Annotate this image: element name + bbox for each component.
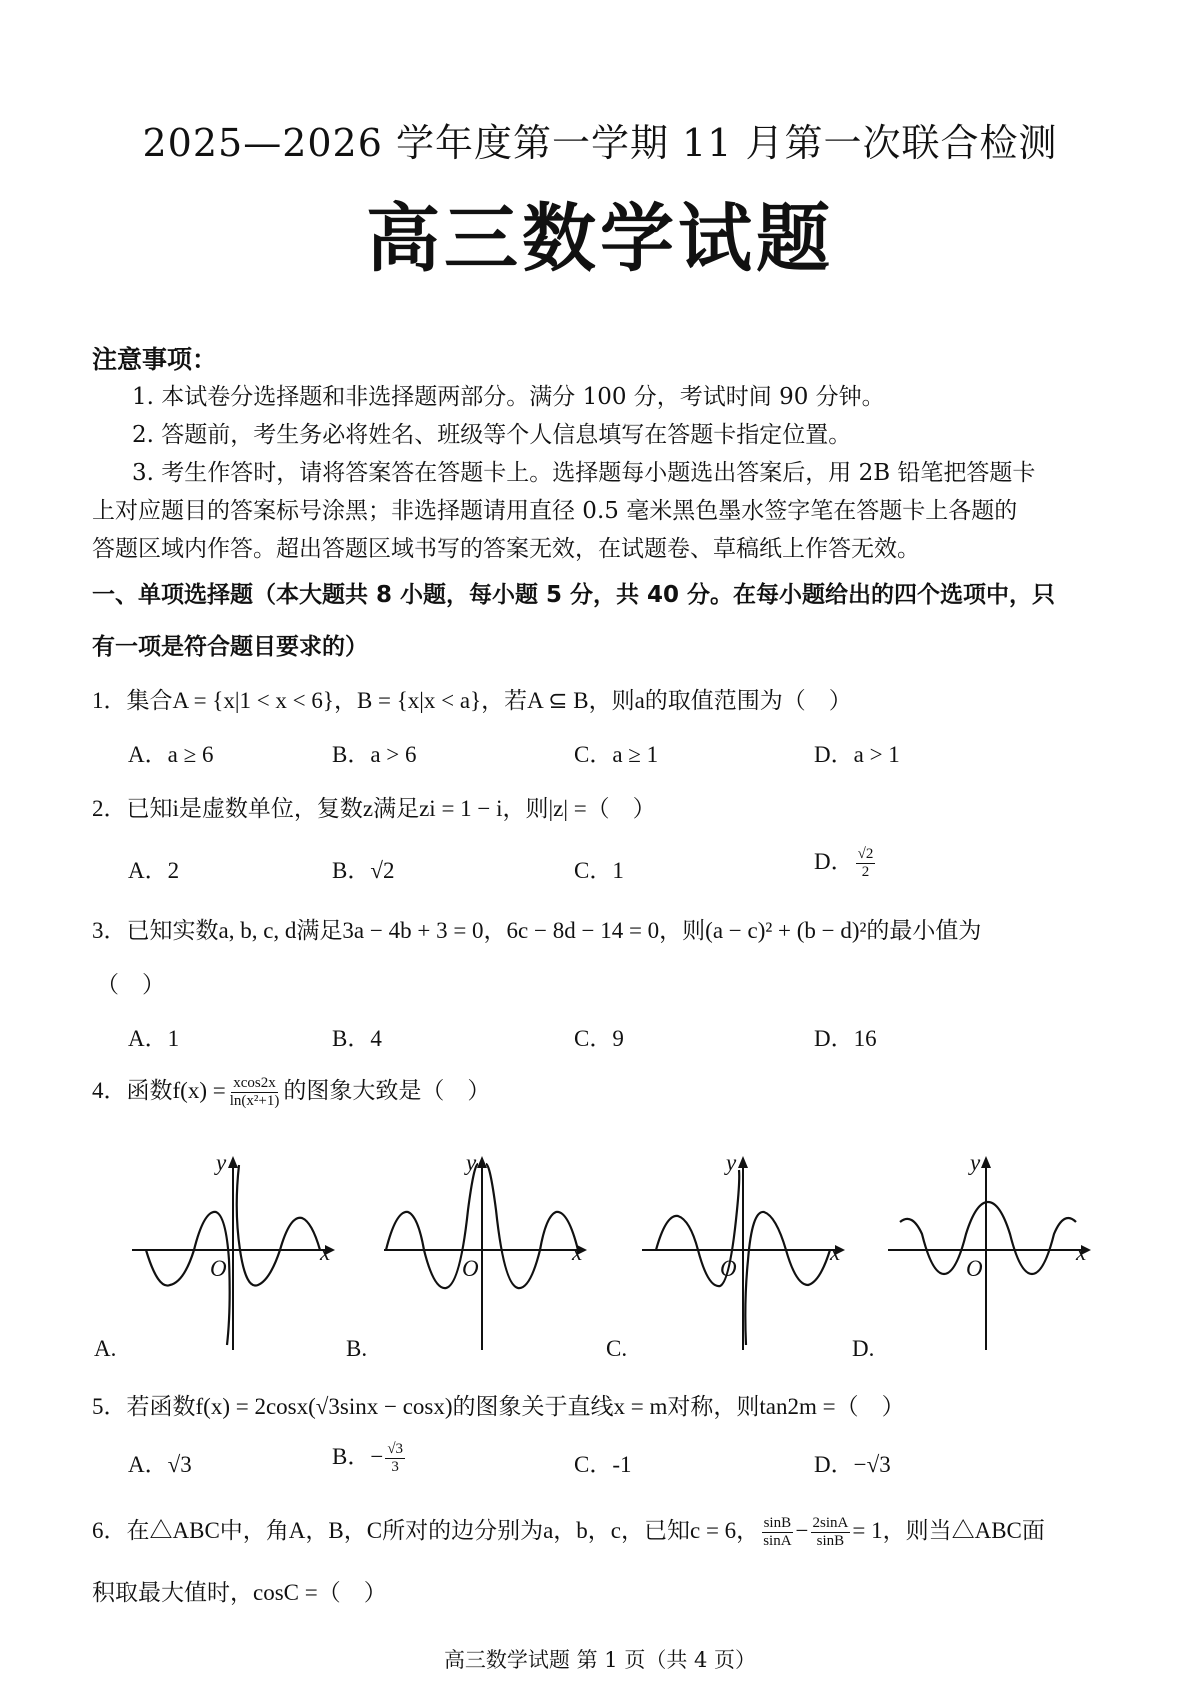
page-footer: 高三数学试题 第 1 页（共 4 页） — [443, 1648, 757, 1672]
question-1-option-c: C．a ≥ 1 — [574, 742, 659, 767]
question-1-option-a: A．a ≥ 6 — [128, 742, 214, 767]
question-2-stem: 2．已知i是虚数单位，复数z满足zi = 1 − i，则|z| =（ ） — [92, 796, 656, 821]
graph-b-x-label: x — [572, 1240, 583, 1265]
notice-item-3-cont-2: 答题区域内作答。超出答题区域书写的答案无效，在试题卷、草稿纸上作答无效。 — [92, 536, 920, 562]
notice-title: 注意事项： — [92, 345, 218, 374]
question-5-option-d: D．−√3 — [814, 1452, 891, 1477]
fraction-denominator: 3 — [391, 1459, 399, 1476]
graph-c-origin-label: O — [720, 1256, 737, 1281]
fraction-denominator: sinB — [816, 1533, 845, 1550]
section-heading-line-1: 一、单项选择题（本大题共 8 小题，每小题 5 分，共 40 分。在每小题给出的四个选项中，只 — [92, 582, 1056, 608]
question-3-stem-cont: （ ） — [96, 972, 165, 997]
graph-c — [640, 1150, 850, 1360]
fraction-numerator: 2sinA — [812, 1515, 849, 1532]
graph-c-y-label: y — [726, 1150, 737, 1175]
graph-b-y-label: y — [466, 1150, 477, 1175]
question-4-stem-pre: 4．函数f(x) = — [92, 1078, 226, 1103]
graph-c-x-label: x — [830, 1240, 841, 1265]
question-2-option-d-label: D． — [814, 849, 854, 874]
question-2-option-b: B．√2 — [332, 858, 395, 883]
question-6-stem — [92, 1512, 1045, 1550]
graph-d-origin-label: O — [966, 1256, 983, 1281]
question-5-option-b — [332, 1438, 407, 1476]
fraction-numerator: √3 — [387, 1441, 404, 1458]
question-6-stem-pre: 6．在△ABC中，角A，B，C所对的边分别为a，b，c，已知c = 6， — [92, 1518, 760, 1543]
question-5-option-a: A．√3 — [128, 1452, 192, 1477]
fraction-denominator: sinA — [763, 1533, 792, 1550]
graph-d-label: D. — [852, 1336, 875, 1361]
fraction — [811, 1515, 851, 1550]
graph-b-origin-label: O — [462, 1256, 479, 1281]
graph-a-label: A. — [94, 1336, 117, 1361]
fraction — [761, 1515, 793, 1550]
question-5-option-c: C．-1 — [574, 1452, 632, 1477]
graph-d-y-label: y — [970, 1150, 981, 1175]
fraction-denominator: ln(x²+1) — [229, 1093, 280, 1110]
question-3-option-a: A．1 — [128, 1026, 180, 1051]
question-4-stem — [92, 1072, 490, 1110]
question-2-option-a: A．2 — [128, 858, 180, 883]
question-2-option-c: C．1 — [574, 858, 624, 883]
notice-item-3-cont-1: 上对应题目的答案标号涂黑；非选择题请用直径 0.5 毫米黑色墨水签字笔在答题卡上各题的 — [92, 498, 1018, 524]
question-6-stem-post: = 1，则当△ABC面 — [852, 1518, 1045, 1543]
graph-a-x-label: x — [320, 1240, 331, 1265]
notice-item-2: 2. 答题前，考生务必将姓名、班级等个人信息填写在答题卡指定位置。 — [132, 422, 852, 448]
question-5-stem: 5．若函数f(x) = 2cosx(√3sinx − cosx)的图象关于直线x = m对称，则tan2m =（ ） — [92, 1394, 905, 1419]
exam-title: 高三数学试题 — [366, 196, 834, 282]
question-3-option-c: C．9 — [574, 1026, 624, 1051]
question-5-option-b-label: B．− — [332, 1444, 384, 1469]
fraction — [385, 1441, 405, 1476]
fraction-numerator: √2 — [857, 846, 874, 863]
fraction-numerator: xcos2x — [233, 1075, 276, 1092]
question-3-option-b: B．4 — [332, 1026, 382, 1051]
graph-d-x-label: x — [1076, 1240, 1087, 1265]
fraction — [856, 846, 876, 881]
notice-item-3: 3. 考生作答时，请将答案答在答题卡上。选择题每小题选出答案后，用 2B 铅笔把答题卡 — [132, 460, 1036, 486]
minus-sign: − — [795, 1518, 809, 1543]
question-3-option-d: D．16 — [814, 1026, 877, 1051]
graph-c-label: C. — [606, 1336, 628, 1361]
question-3-stem: 3．已知实数a, b, c, d满足3a − 4b + 3 = 0，6c − 8d − 14 = 0，则(a − c)² + (b − d)²的最小值为 — [92, 918, 982, 943]
graph-a-y-label: y — [216, 1150, 227, 1175]
graph-a-origin-label: O — [210, 1256, 227, 1281]
graph-b-label: B. — [346, 1336, 368, 1361]
graph-a — [130, 1150, 340, 1360]
fraction-denominator: 2 — [861, 864, 870, 881]
notice-item-1: 1. 本试卷分选择题和非选择题两部分。满分 100 分，考试时间 90 分钟。 — [132, 384, 885, 410]
question-4-stem-post: 的图象大致是（ ） — [283, 1078, 491, 1103]
section-heading-line-2: 有一项是符合题目要求的） — [92, 634, 368, 660]
question-2-option-d — [814, 843, 877, 881]
fraction-numerator: sinB — [763, 1515, 792, 1532]
question-6-stem-cont: 积取最大值时，cosC =（ ） — [92, 1580, 387, 1605]
exam-subtitle: 2025—2026 学年度第一学期 11 月第一次联合检测 — [142, 121, 1058, 165]
question-1-stem: 1．集合A = {x|1 < x < 6}，B = {x|x < a}，若A ⊆ B，则a的取值范围为（ ） — [92, 688, 852, 713]
graph-d — [886, 1150, 1096, 1360]
question-1-option-d: D．a > 1 — [814, 742, 900, 767]
question-1-option-b: B．a > 6 — [332, 742, 417, 767]
fraction — [228, 1075, 282, 1110]
graph-b — [382, 1150, 592, 1360]
